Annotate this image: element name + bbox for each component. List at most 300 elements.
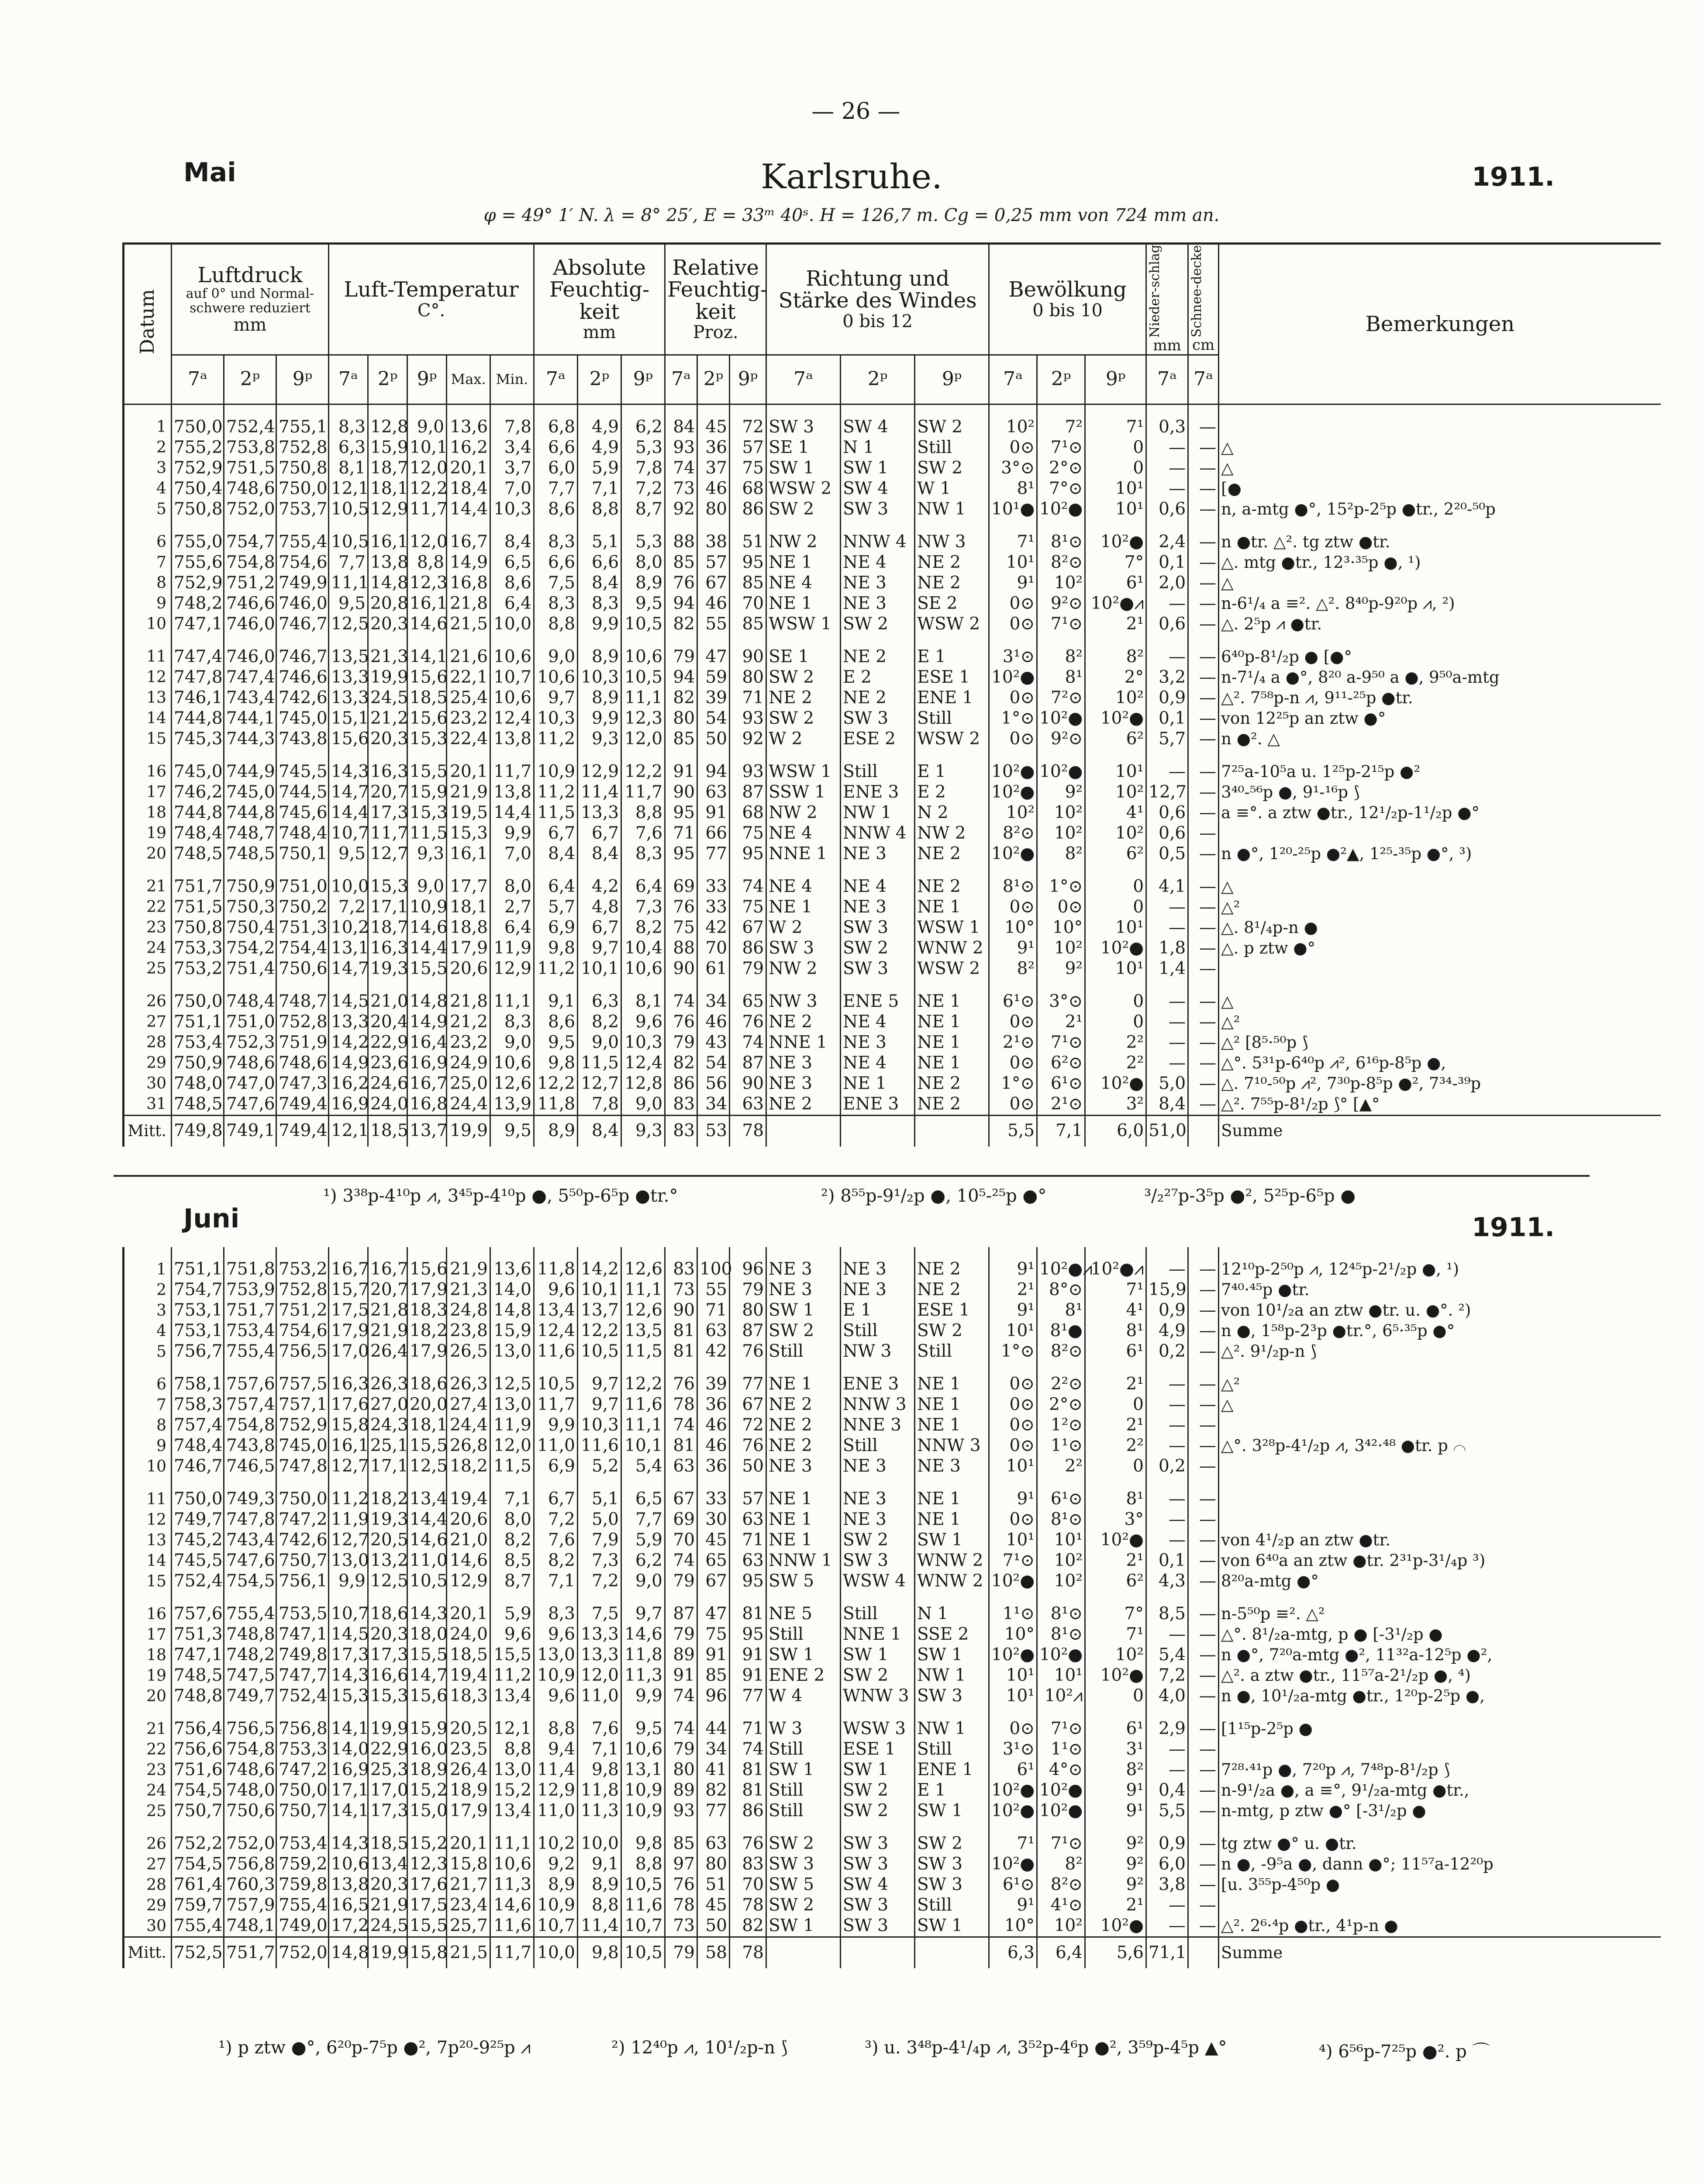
cell: 15,2: [407, 1780, 447, 1801]
cell: 10,9: [407, 897, 447, 918]
cell: von 6⁴⁰a an ztw ●tr. 2³¹p-3¹/₄p ³): [1219, 1551, 1661, 1571]
cell: —: [1188, 417, 1219, 438]
cell: 750,7: [276, 1801, 329, 1821]
cell: 7,0: [490, 844, 534, 864]
cell: 8,6: [534, 499, 578, 520]
table-row: [124, 877, 1661, 897]
cell: 4¹⊙: [1037, 1895, 1085, 1916]
cell: 757,6: [172, 1604, 224, 1624]
cell: NE 3: [766, 1053, 841, 1074]
cell: 749,8: [276, 1645, 329, 1666]
empty-cell: [172, 520, 224, 532]
cell: 95: [665, 803, 697, 823]
cell: NNW 3: [915, 1436, 989, 1456]
empty-cell: [766, 750, 841, 762]
empty-cell: [915, 635, 989, 647]
cell: 95: [730, 844, 766, 864]
header-luft-temp: Luft-Temperatur: [344, 277, 519, 302]
cell: △: [1219, 992, 1661, 1012]
cell: 12: [124, 667, 172, 688]
cell: 5,4: [1146, 1645, 1188, 1666]
cell: 20,1: [447, 1834, 490, 1854]
empty-cell: [276, 1592, 329, 1604]
sub-9p: 9ᵖ: [407, 355, 447, 404]
cell: 16: [124, 1604, 172, 1624]
cell: 11,4: [578, 782, 621, 803]
cell: 3,7: [490, 458, 534, 479]
cell: —: [1188, 782, 1219, 803]
cell: 750,4: [172, 479, 224, 499]
table-row: [124, 729, 1661, 750]
empty-cell: [124, 520, 172, 532]
cell: 10,3: [578, 667, 621, 688]
cell: 46: [697, 1436, 730, 1456]
cell: —: [1146, 1436, 1188, 1456]
cell: 87: [730, 1053, 766, 1074]
empty-cell: [407, 520, 447, 532]
cell: 0,9: [1146, 1834, 1188, 1854]
cell: N 1: [915, 1604, 989, 1624]
cell: 751,4: [224, 959, 276, 979]
cell: 753,7: [276, 499, 329, 520]
cell: 747,8: [276, 1456, 329, 1477]
cell: 80: [730, 1300, 766, 1321]
cell: 12,3: [407, 1854, 447, 1875]
table-row: [124, 553, 1661, 573]
spacer-row: [124, 864, 1661, 877]
cell: NE 4: [766, 573, 841, 594]
cell: 1,8: [1146, 938, 1188, 959]
cell: 90: [730, 1074, 766, 1094]
cell: 754,4: [276, 938, 329, 959]
cell: 10,6: [490, 1854, 534, 1875]
table-row: [124, 1259, 1661, 1280]
cell: 14,8: [490, 1300, 534, 1321]
cell: SW 2: [841, 938, 915, 959]
empty-cell: [368, 1592, 407, 1604]
cell: —: [1188, 1916, 1219, 1937]
cell: 8¹: [989, 479, 1037, 499]
cell: n ●². △: [1219, 729, 1661, 750]
empty-cell: [1085, 1707, 1146, 1719]
cell: 81: [665, 1436, 697, 1456]
cell: —: [1188, 1834, 1219, 1854]
cell: 8,0: [621, 553, 665, 573]
cell: 758,3: [172, 1395, 224, 1415]
empty-cell: [621, 635, 665, 647]
cell: 2¹: [1085, 1895, 1146, 1916]
sub-2p: 2ᵖ: [841, 355, 915, 404]
cell: 10¹●: [989, 499, 1037, 520]
empty-cell: [915, 750, 989, 762]
cell: 90: [665, 959, 697, 979]
empty-cell: [621, 1592, 665, 1604]
cell: 6: [124, 1374, 172, 1395]
cell: 747,2: [276, 1510, 329, 1530]
may-table: [122, 242, 1661, 1147]
cell: [1219, 1456, 1661, 1477]
cell: 22,4: [447, 729, 490, 750]
cell: 0⊙: [989, 438, 1037, 458]
cell: 21,5: [447, 1937, 490, 1969]
cell: 753,8: [224, 438, 276, 458]
cell: 10,2: [329, 918, 368, 938]
cell: 74: [665, 992, 697, 1012]
cell: 13,7: [578, 1300, 621, 1321]
cell: 0: [1085, 897, 1146, 918]
cell: 8,8: [490, 1739, 534, 1760]
cell: 85: [730, 573, 766, 594]
cell: 20,4: [368, 1012, 407, 1033]
cell: 8,6: [490, 573, 534, 594]
cell: 79: [665, 1033, 697, 1053]
cell: NE 2: [915, 877, 989, 897]
cell: 95: [665, 844, 697, 864]
cell: NE 1: [915, 1489, 989, 1510]
cell: 28: [124, 1875, 172, 1895]
cell: 6,6: [534, 553, 578, 573]
cell: 757,6: [224, 1374, 276, 1395]
cell: 17,6: [329, 1395, 368, 1415]
cell: —: [1188, 553, 1219, 573]
empty-cell: [447, 750, 490, 762]
cell: 80: [697, 1854, 730, 1875]
cell: —: [1146, 1760, 1188, 1780]
cell: 0⊙: [989, 1053, 1037, 1074]
header-rel-unit: Proz.: [693, 322, 738, 342]
empty-cell: [766, 1247, 841, 1259]
cell: 10¹: [1085, 479, 1146, 499]
cell: NE 2: [915, 844, 989, 864]
cell: 81: [665, 1341, 697, 1362]
cell: 25,4: [447, 688, 490, 708]
cell: 34: [697, 1094, 730, 1116]
cell: W 2: [766, 918, 841, 938]
cell: NE 4: [841, 877, 915, 897]
cell: 6¹: [989, 1760, 1037, 1780]
cell: 14,5: [329, 992, 368, 1012]
empty-cell: [621, 979, 665, 992]
cell: 747,2: [276, 1760, 329, 1780]
cell: 19,9: [368, 1937, 407, 1969]
cell: 752,8: [276, 1012, 329, 1033]
table-row: [124, 1719, 1661, 1739]
cell: 3°: [1085, 1510, 1146, 1530]
cell: 20,0: [407, 1395, 447, 1415]
cell: 14,3: [329, 1666, 368, 1686]
cell: 745,3: [172, 729, 224, 750]
cell: 10,6: [621, 959, 665, 979]
empty-cell: [490, 1362, 534, 1374]
cell: SW 5: [766, 1571, 841, 1592]
cell: 10°: [989, 918, 1037, 938]
cell: 75: [665, 918, 697, 938]
cell: 14,4: [447, 499, 490, 520]
empty-cell: [915, 404, 989, 417]
empty-cell: [447, 1247, 490, 1259]
empty-cell: [766, 864, 841, 877]
cell: N 2: [915, 803, 989, 823]
cell: NE 3: [766, 1074, 841, 1094]
empty-cell: [915, 1477, 989, 1489]
cell: 15,9: [407, 782, 447, 803]
empty-cell: [578, 1821, 621, 1834]
cell: SW 2: [766, 1321, 841, 1341]
cell: —: [1146, 992, 1188, 1012]
cell: NE 1: [915, 1395, 989, 1415]
cell: 21,9: [447, 1259, 490, 1280]
cell: 13,4: [534, 1300, 578, 1321]
cell: 76: [665, 897, 697, 918]
cell: 63: [697, 1321, 730, 1341]
cell: 12,1: [329, 479, 368, 499]
cell: 754,8: [224, 1739, 276, 1760]
cell: SW 1: [766, 458, 841, 479]
cell: SW 2: [766, 708, 841, 729]
cell: —: [1188, 1666, 1219, 1686]
cell: 3¹: [1085, 1739, 1146, 1760]
cell: SE 2: [915, 594, 989, 614]
cell: 19,4: [447, 1666, 490, 1686]
header-nied-unit: mm: [1153, 337, 1181, 355]
cell: 749,3: [224, 1489, 276, 1510]
cell: 2¹: [1085, 1551, 1146, 1571]
cell: 4,2: [578, 877, 621, 897]
cell: 21,8: [447, 594, 490, 614]
empty-cell: [989, 1821, 1037, 1834]
cell: 7¹: [1085, 1280, 1146, 1300]
cell: 15,3: [329, 1686, 368, 1707]
cell: 8,4: [1146, 1094, 1188, 1116]
cell: 21,3: [368, 647, 407, 667]
cell: 10²: [1085, 1645, 1146, 1666]
cell: ENE 5: [841, 992, 915, 1012]
cell: 79: [665, 1739, 697, 1760]
cell: 9,0: [621, 1571, 665, 1592]
cell: 10²●⩘: [1085, 594, 1146, 614]
cell: NE 1: [766, 1374, 841, 1395]
cell: 81: [730, 1760, 766, 1780]
empty-cell: [124, 979, 172, 992]
cell: 58: [697, 1937, 730, 1969]
table-row: [124, 1395, 1661, 1415]
cell: —: [1188, 1456, 1219, 1477]
cell: 12,3: [621, 708, 665, 729]
cell: 17,5: [407, 1895, 447, 1916]
cell: 7,2: [621, 479, 665, 499]
cell: 748,6: [224, 1053, 276, 1074]
cell: 2,7: [490, 897, 534, 918]
cell: —: [1188, 1489, 1219, 1510]
cell: 12,4: [534, 1321, 578, 1341]
empty-cell: [329, 979, 368, 992]
cell: 10²: [1085, 823, 1146, 844]
cell: 10²●: [1037, 499, 1085, 520]
cell: 14,9: [329, 1053, 368, 1074]
cell: 6,4: [534, 877, 578, 897]
cell: 7²⁵a-10⁵a u. 1²⁵p-2¹⁵p ●²: [1219, 762, 1661, 782]
cell: 13,9: [490, 1094, 534, 1116]
empty-cell: [730, 1362, 766, 1374]
cell: 17,9: [407, 1280, 447, 1300]
cell: 7²: [1037, 417, 1085, 438]
empty-cell: [1037, 1362, 1085, 1374]
empty-cell: [490, 979, 534, 992]
cell: 749,7: [172, 1510, 224, 1530]
header-luftdruck: Luftdruck: [197, 263, 303, 288]
cell: 19,9: [368, 667, 407, 688]
header-rel-feucht: Relative Feuchtig-keit: [667, 255, 768, 324]
cell: 8,2: [490, 1530, 534, 1551]
cell: SSW 1: [766, 782, 841, 803]
empty-cell: [989, 864, 1037, 877]
cell: 17,9: [447, 938, 490, 959]
cell: 10,6: [621, 647, 665, 667]
cell: 20,3: [368, 729, 407, 750]
cell: 11,1: [490, 1834, 534, 1854]
may-year: 1911.: [1472, 162, 1555, 192]
empty-cell: [841, 520, 915, 532]
empty-cell: [1037, 1477, 1085, 1489]
empty-cell: [1188, 404, 1219, 417]
cell: 0,9: [1146, 1300, 1188, 1321]
cell: 10,5: [621, 614, 665, 635]
cell: 751,6: [172, 1760, 224, 1780]
cell: 21,9: [368, 1321, 407, 1341]
cell: 9,0: [534, 647, 578, 667]
cell: 78: [665, 1895, 697, 1916]
cell: 80: [665, 708, 697, 729]
cell: 74: [730, 877, 766, 897]
cell: 75: [697, 1624, 730, 1645]
cell: 20,6: [447, 959, 490, 979]
empty-cell: [766, 1707, 841, 1719]
cell: NNE 1: [841, 1624, 915, 1645]
cell: 13,5: [329, 647, 368, 667]
empty-cell: [534, 404, 578, 417]
empty-cell: [124, 750, 172, 762]
cell: —: [1188, 1719, 1219, 1739]
cell: 13,0: [490, 1395, 534, 1415]
cell: Mitt.: [124, 1937, 172, 1969]
cell: —: [1146, 438, 1188, 458]
cell: —: [1188, 897, 1219, 918]
table-row: [124, 688, 1661, 708]
cell: 79: [730, 1280, 766, 1300]
cell: 2¹: [989, 1280, 1037, 1300]
empty-cell: [841, 1247, 915, 1259]
cell: 6²⊙: [1037, 1053, 1085, 1074]
cell: 73: [665, 1916, 697, 1937]
cell: 749,1: [224, 1115, 276, 1147]
cell: 8,1: [329, 458, 368, 479]
cell: 15,6: [407, 708, 447, 729]
empty-cell: [1037, 750, 1085, 762]
cell: Still: [766, 1341, 841, 1362]
cell: 24,4: [447, 1415, 490, 1436]
cell: 12,2: [407, 479, 447, 499]
empty-cell: [841, 979, 915, 992]
cell: 11,1: [621, 688, 665, 708]
cell: 12,9: [447, 1571, 490, 1592]
cell: 10,5: [578, 1341, 621, 1362]
cell: 86: [665, 1074, 697, 1094]
cell: 10²●: [1085, 532, 1146, 553]
cell: 77: [730, 1374, 766, 1395]
cell: NE 4: [766, 877, 841, 897]
cell: 77: [697, 1801, 730, 1821]
cell: —: [1188, 1510, 1219, 1530]
cell: 93: [730, 708, 766, 729]
cell: 11,7: [534, 1395, 578, 1415]
cell: ENE 3: [841, 1374, 915, 1395]
cell: SW 2: [766, 499, 841, 520]
cell: NNE 1: [766, 844, 841, 864]
cell: 3¹⊙: [989, 647, 1037, 667]
cell: NE 3: [766, 1280, 841, 1300]
cell: 0,6: [1146, 803, 1188, 823]
empty-cell: [730, 1247, 766, 1259]
cell: 742,6: [276, 1530, 329, 1551]
cell: 8,8: [621, 803, 665, 823]
empty-cell: [124, 1247, 172, 1259]
cell: 15,3: [447, 823, 490, 844]
empty-cell: [989, 750, 1037, 762]
empty-cell: [578, 1247, 621, 1259]
cell: 21,3: [447, 1280, 490, 1300]
cell: 9,7: [578, 1374, 621, 1395]
cell: 0⊙: [989, 594, 1037, 614]
cell: 76: [665, 1374, 697, 1395]
empty-cell: [224, 1477, 276, 1489]
cell: 26,4: [447, 1760, 490, 1780]
cell: 6,5: [490, 553, 534, 573]
empty-cell: [1188, 1821, 1219, 1834]
cell: 15,5: [490, 1645, 534, 1666]
empty-cell: [1188, 979, 1219, 992]
cell: 748,8: [224, 1624, 276, 1645]
cell: 8,8: [407, 553, 447, 573]
cell: 752,0: [224, 499, 276, 520]
cell: NE 1: [766, 897, 841, 918]
empty-cell: [172, 1592, 224, 1604]
cell: 754,6: [276, 553, 329, 573]
empty-cell: [1219, 1362, 1661, 1374]
cell: 66: [697, 823, 730, 844]
cell: 8¹⊙: [1037, 532, 1085, 553]
empty-cell: [697, 1592, 730, 1604]
empty-cell: [665, 404, 697, 417]
empty-cell: [1188, 1247, 1219, 1259]
cell: 13,2: [368, 1551, 407, 1571]
cell: SW 3: [841, 1916, 915, 1937]
cell: 758,1: [172, 1374, 224, 1395]
cell: 85: [665, 1834, 697, 1854]
cell: 756,1: [276, 1571, 329, 1592]
cell: 10,9: [621, 1780, 665, 1801]
cell: Still: [915, 438, 989, 458]
cell: 0⊙: [1037, 897, 1085, 918]
cell: 79: [665, 647, 697, 667]
empty-cell: [1085, 520, 1146, 532]
cell: NE 2: [915, 553, 989, 573]
cell: 10²●: [989, 1645, 1037, 1666]
cell: WSW 2: [915, 959, 989, 979]
cell: NW 3: [841, 1341, 915, 1362]
cell: 754,5: [172, 1780, 224, 1801]
cell: 2: [124, 438, 172, 458]
cell: WNW 2: [915, 1571, 989, 1592]
